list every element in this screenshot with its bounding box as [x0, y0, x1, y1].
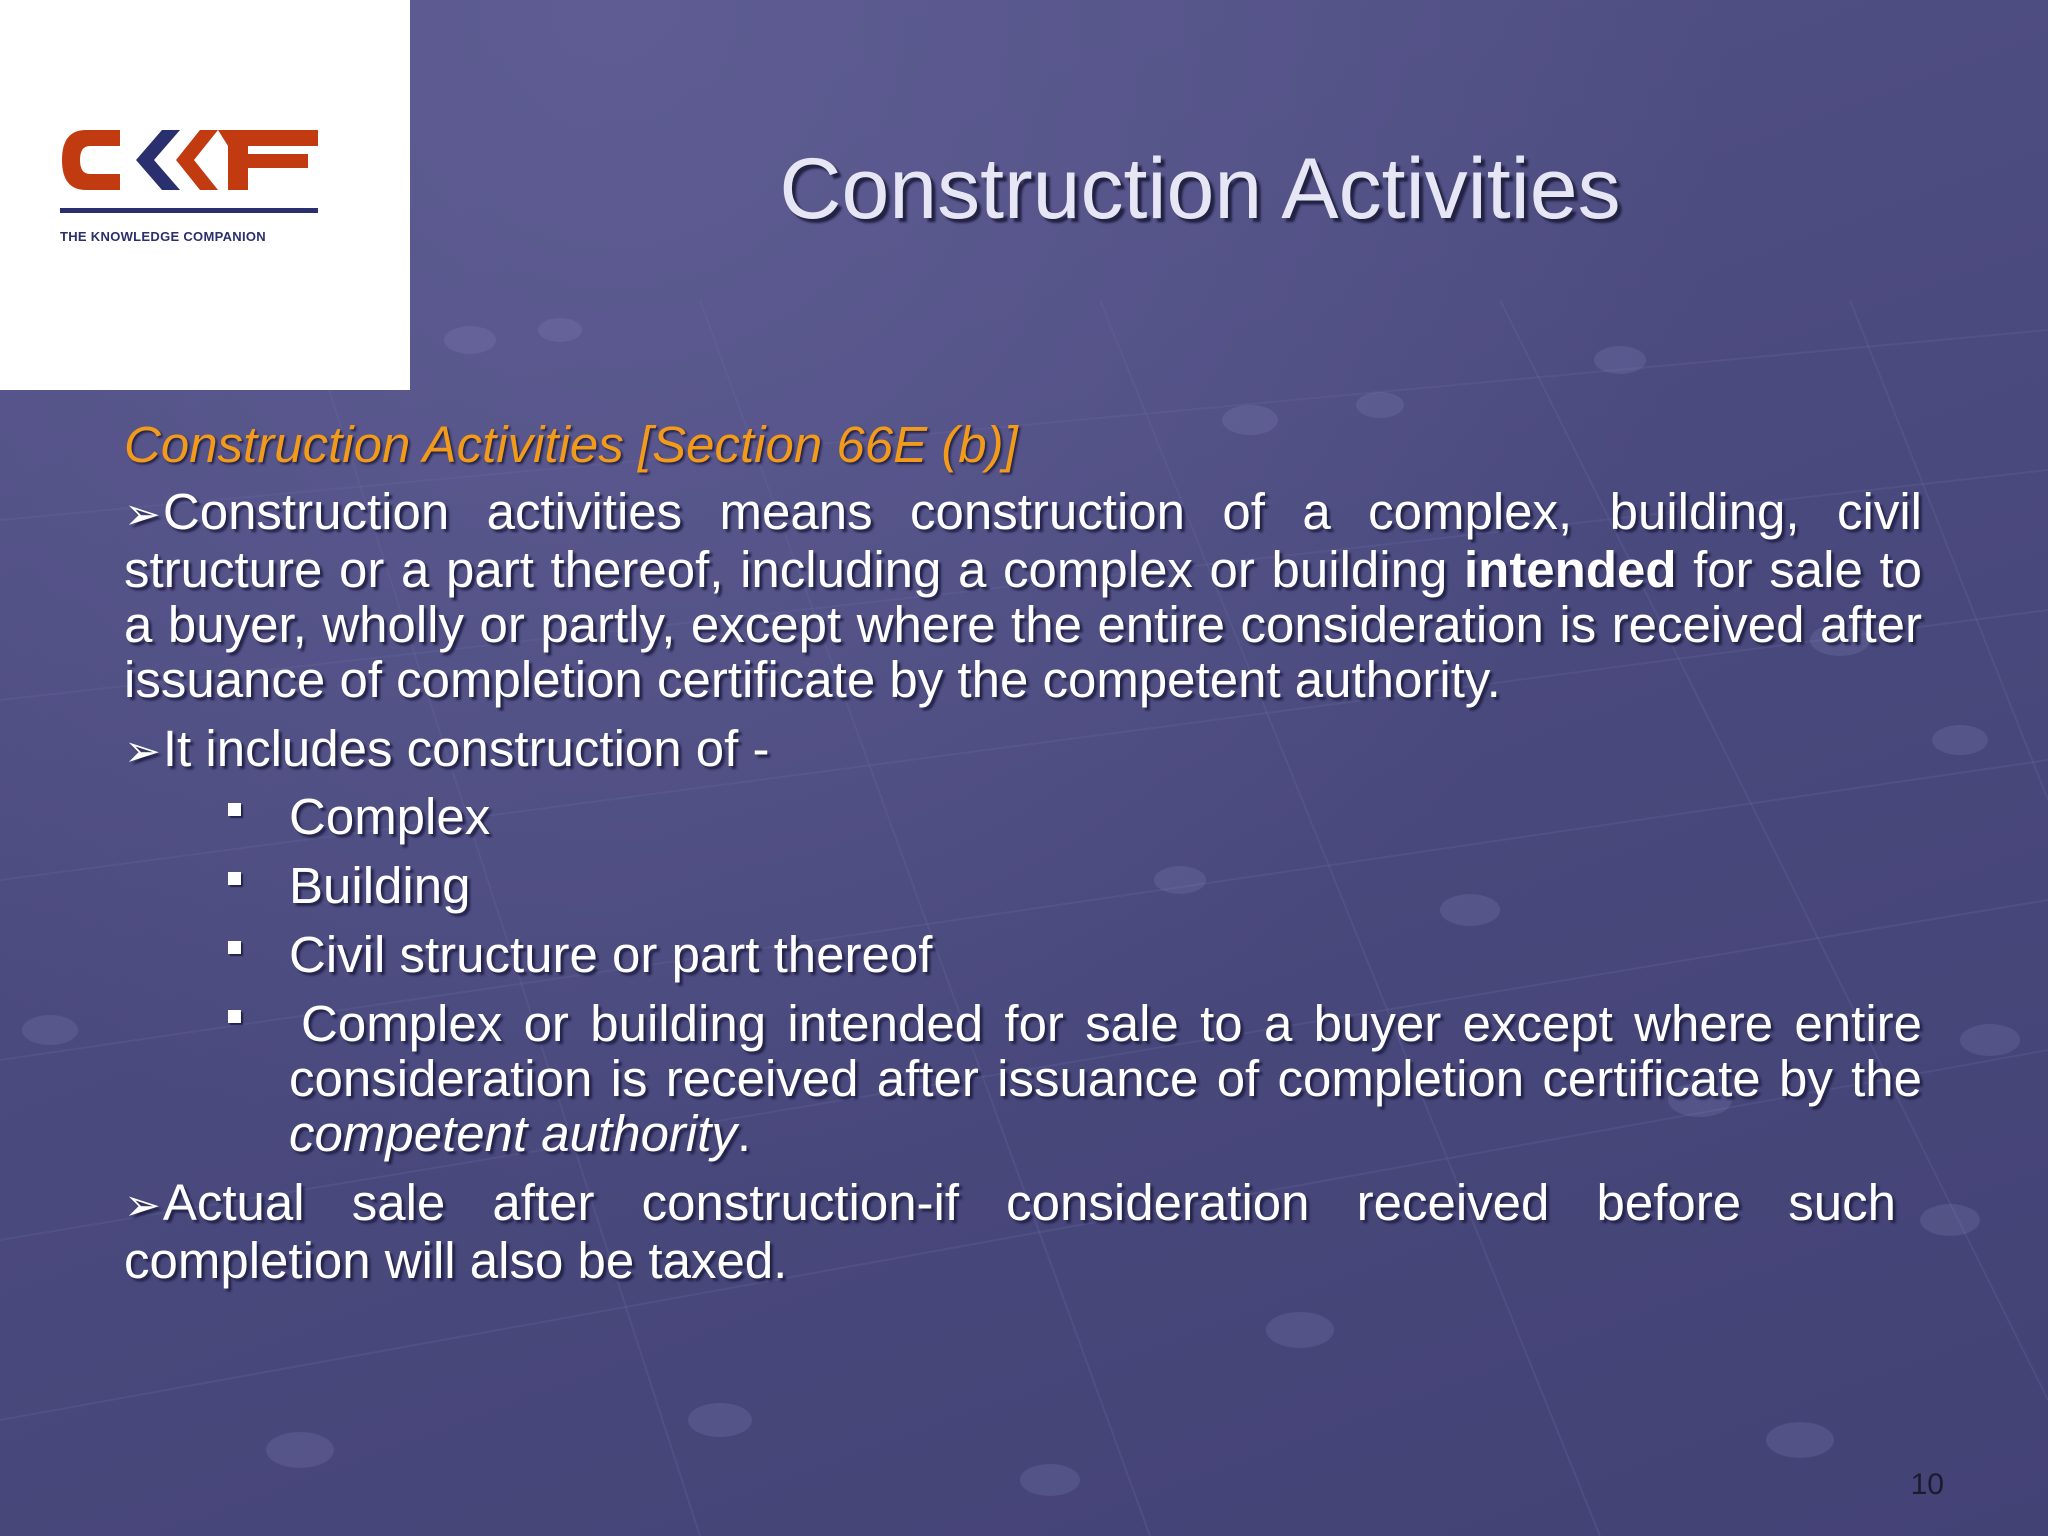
slide-body: [124, 412, 1922, 1302]
bullet-actual-sale-text: Actual sale after construction-if consideration received before such completion will also be taxed.: [124, 1174, 1896, 1289]
includes-list: [124, 789, 1922, 1161]
arrow-bullet-icon: ➢: [124, 1181, 161, 1230]
logo-tagline: THE KNOWLEDGE COMPANION: [60, 229, 266, 244]
slide-title: Construction Activities: [779, 141, 1621, 237]
list-item: [124, 996, 1922, 1161]
list-item-italic: competent authority: [289, 1105, 737, 1162]
list-item-label: Complex or building intended for sale to a buyer except where entire consideration is received after issuance of completion certificate by the: [289, 995, 1922, 1107]
list-item: [124, 858, 1922, 913]
bullet-includes-text: It includes construction of -: [162, 720, 770, 777]
bullet-actual-sale: [124, 1175, 1896, 1288]
list-item-label: Building: [289, 857, 471, 914]
square-bullet-icon: [228, 872, 241, 885]
list-item-label: Civil structure or part thereof: [289, 926, 933, 983]
bullet-includes: [124, 721, 1922, 779]
square-bullet-icon: [228, 941, 241, 954]
square-bullet-icon: [228, 803, 241, 816]
bullet-definition-bold: intended: [1464, 541, 1677, 598]
bullet-definition-rest: for sale to a buyer, wholly or partly, except where the entire consideration is received after issuance of completion certificate by the competent authority.: [124, 541, 1923, 708]
arrow-bullet-icon: ➢: [124, 490, 161, 539]
square-bullet-icon: [228, 1010, 241, 1023]
company-logo: [0, 0, 410, 390]
list-item-end: .: [736, 1105, 752, 1162]
list-item: [124, 927, 1922, 982]
list-item: [124, 789, 1922, 844]
list-item-label: Complex: [289, 788, 491, 845]
bullet-definition-text: Construction activities means construction of a complex, building, civil structure or a part thereof, including a complex or building: [124, 483, 1922, 598]
section-subheading: Construction Activities [Section 66E (b)]: [124, 416, 1018, 473]
page-number: 10: [1910, 1468, 1944, 1501]
bullet-definition: [124, 484, 1922, 707]
arrow-bullet-icon: ➢: [124, 727, 161, 776]
